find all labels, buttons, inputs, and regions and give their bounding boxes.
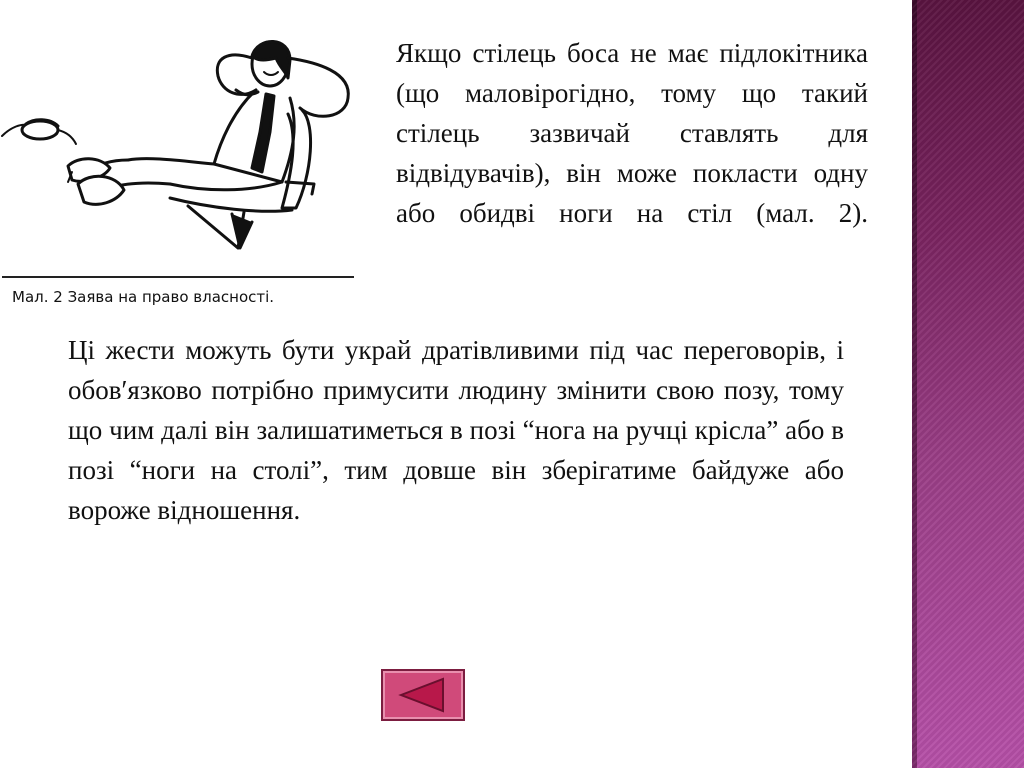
figure-divider [2, 276, 354, 278]
figure-illustration [0, 32, 360, 282]
decorative-side-band [912, 0, 1024, 768]
figure-caption: Мал. 2 Заява на право власності. [12, 288, 275, 306]
main-paragraph: Ці жести можуть бути украй дратівливими під час переговорів, і обов′язково потрібно примусити людину змінити свою позу, тому що чим далі він залишатиметься в позі “нога на ручці крісла” або в позі “ноги на столі”, тим довше він зберігатиме байдуже або вороже відношення. [68, 335, 844, 525]
intro-paragraph: Якщо стілець боса не має підлокітника (що маловірогідно, тому що такий стілець зазвичай ставлять для відвідувачів), він може покласти одну або обидві ноги на стіл (мал. 2). [396, 38, 868, 228]
triangle-left-icon [383, 671, 463, 719]
back-button[interactable] [381, 669, 465, 721]
